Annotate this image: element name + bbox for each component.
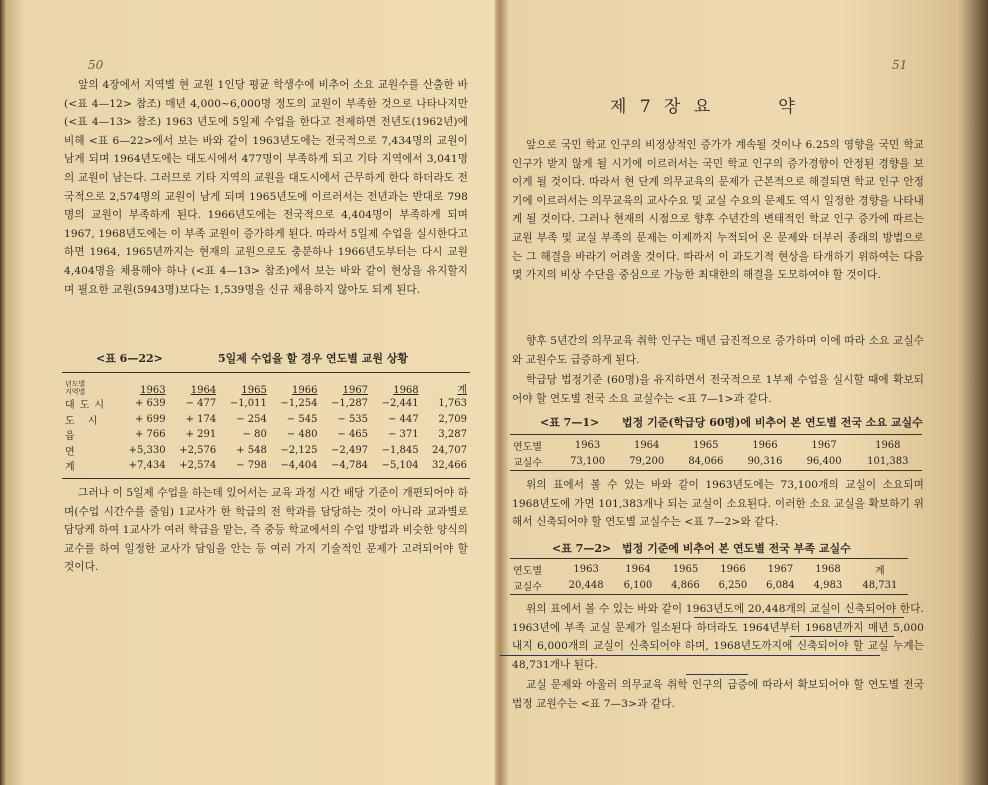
column-header: 1964 bbox=[190, 385, 217, 396]
table-row: 읍 + 766 + 291 − 80 − 480 − 465 − 371 3,287 bbox=[65, 429, 467, 443]
body-paragraph: 학급당 법정기준 (60명)을 유지하면서 전국적으로 1부제 수업을 실시할 때에 확보되어야 할 연도별 전국 소요 교실수는 <표 7—1>과 같다. bbox=[512, 374, 924, 405]
ink-underline bbox=[694, 617, 904, 618]
ink-underline bbox=[686, 674, 748, 675]
page-number: 51 bbox=[892, 58, 908, 72]
body-paragraph: 향후 5년간의 의무교육 취학 인구는 매년 급진적으로 증가하며 이에 따라 소요 교실수와 교원수도 급증하게 된다. bbox=[512, 335, 924, 366]
table-title: 법정 기준(학급당 60명)에 비추어 본 연도별 전국 소요 교실수 bbox=[622, 416, 923, 429]
table-label: <표 6—22> bbox=[96, 352, 163, 365]
row-header: 교실수 bbox=[513, 457, 542, 469]
column-header: 1967 bbox=[342, 385, 369, 396]
column-header: 계 bbox=[457, 385, 467, 396]
table-label: <표 7—1> bbox=[540, 416, 600, 429]
table-7-1: 연도별 1963 1964 1965 1966 1967 1968 교실수 73,100 79,200 84,066 90,316 96,400 101,383 bbox=[510, 437, 922, 469]
table-label: <표 7—2> bbox=[552, 542, 612, 555]
table-row: 도 시 + 699 + 174 − 254 − 545 − 535 − 447 2,709 bbox=[65, 413, 467, 427]
table-top-rule bbox=[510, 558, 908, 559]
body-paragraph: 위의 표에서 볼 수 있는 바와 같이 1963년도에는 73,100개의 교실이 소요되며 1968년도에 가면 101,383개나 되는 교실이 소요된다. 이러한 소요 교실을 확보하기 위해서 신축되어야 할 연도별 교실수는 <표 7—2>와 같다. bbox=[512, 479, 924, 529]
table-row: 대도시 + 639 − 477 −1,011 −1,254 −1,287 −2,441 1,763 bbox=[65, 398, 467, 412]
table-6-22 bbox=[62, 374, 470, 474]
row-header: 연도별 bbox=[513, 565, 542, 577]
row-header: 연도별 bbox=[513, 441, 542, 453]
body-paragraph: 그러나 이 5일제 수업을 하는데 있어서는 교육 과정 시간 배당 기준이 개편되어야 하며(수업 시간수를 줄임) 1교사가 한 학급의 전 학과를 담당하는 것이 아니라 교과별로 담당케 하여 1교사가 여러 학급을 맡는, 즉 중등 학교에서의 수업 방법과 비슷한 양식의 교수를 하여 일정한 교사가 담임을 안는 등 여러 가지 기술적인 문제가 고려되어야 할 것이다. bbox=[64, 487, 468, 574]
table-row: 면 +5,330 +2,576 + 548 −2,125 −2,497 −1,845 24,707 bbox=[65, 444, 467, 458]
table-row: 교실수 20,448 6,100 4,866 6,250 6,084 4,983 48,731 bbox=[510, 577, 908, 593]
column-header: 1966 bbox=[291, 385, 318, 396]
right-page bbox=[494, 0, 988, 785]
page-number: 50 bbox=[88, 58, 104, 72]
ink-underline bbox=[790, 636, 894, 637]
table-bottom-rule bbox=[510, 470, 922, 471]
table-7-2: 연도별 1963 1964 1965 1966 1967 1968 계 교실수 20,448 6,100 4,866 6,250 6,084 4,983 48,731 bbox=[510, 561, 908, 593]
row-header: 교실수 bbox=[513, 581, 542, 593]
table-corner: 년도별 지역별 bbox=[65, 380, 86, 396]
ink-underline bbox=[500, 655, 880, 656]
body-paragraph: 위의 표에서 볼 수 있는 바와 같이 1963년도에 20,448개의 교실이 신축되어야 한다. 1963년에 부족 교실 문제가 일소된다 하더라도 1964년부터 1968년까지 매년 5,000 내지 6,000개의 교실이 신축되어야 하며, 1968년도까지에 신축되어야 할 교실 누계는 48,731개나 된다. bbox=[512, 603, 924, 671]
table-bottom-rule bbox=[62, 478, 470, 479]
table-row: 계 +7,434 +2,574 − 798 −4,404 −4,784 −5,104 32,466 bbox=[65, 460, 467, 474]
table-top-rule bbox=[62, 372, 470, 373]
table-top-rule bbox=[510, 434, 922, 435]
body-paragraph: 앞으로 국민 학교 인구의 비정상적인 증가가 계속될 것이나 6.25의 영향을 국민 학교 인구가 받지 않게 될 시기에 이르러서는 국민 학교 인구의 증가경향이 안정된 경향을 보이게 될 것이다. 따라서 현 단계 의무교육의 문제가 근본적으로 해결되면 학교 인구 안정기에 이르러서는 의무교육의 교사수요 및 교실 수요의 문제도 역시 일정한 경향을 나타내게 될 것이다. 그러나 현재의 시점으로 향후 수년간의 변태적인 학교 인구 증가에 따르는 교원 부족 및 교실 부족의 문제는 이제까지 누적되어 온 문제와 더부러 종래의 방법으로는 그 해결을 바라기 어려울 것이다. 따라서 이 과도기적 현상을 타개하기 위하여는 다음 몇 가지의 비상 수단을 중심으로 가능한 최대한의 해결을 도모하여야 할 것이다. bbox=[512, 139, 924, 282]
body-paragraph: 교실 문제와 아울러 의무교육 취학 인구의 급증에 따라서 확보되어야 할 연도별 전국 법정 교원수는 <표 7—3>과 같다. bbox=[512, 679, 924, 710]
table-title: 5일제 수업을 할 경우 연도별 교원 상황 bbox=[218, 352, 409, 365]
column-header: 1965 bbox=[241, 385, 267, 396]
table-title: 법정 기준에 비추어 본 연도별 전국 부족 교실수 bbox=[622, 542, 851, 555]
column-header: 1968 bbox=[393, 385, 419, 396]
table-bottom-rule bbox=[510, 594, 908, 595]
body-paragraph: 앞의 4장에서 지역별 현 교원 1인당 평균 학생수에 비추어 소요 교원수를 산출한 바 (<표 4—12> 참조) 매년 4,000~6,000명 정도의 교원이 부족한 것으로 나타나지만 (<표 4—13> 참조) 1963 년도에 5일제 수업을 한다고 전제하면 전년도(1962년)에 비해 <표 6—22>에서 보는 바와 같이 1963년도에는 전국적으로 7,434명의 교원이 남게 되며 1964년도에는 대도시에서 477명이 부족하게 되고 기타 지역에서 3,041명의 교원이 남는다. 그러므로 기타 지역의 교원을 대도시에서 근무하게 한다 하더라도 전국적으로 2,574명의 교원이 남게 되며 1965년도에 이르러서는 전년과는 반대로 798명의 교원이 부족하게 된다. 1966년도에는 전국적으로 4,404명이 부족하게 되며 1967, 1968년도에는 이 부족 교원이 증가하게 된다. 따라서 5일제 수업을 실시한다고 하면 1964, 1965년까지는 현재의 교원으로도 충분하나 1966년도부터는 다시 교원 4,404명을 채용해야 하나 (<표 4—13> 참조)에서 보는 바와 같이 현상을 유지할지 며 필요한 교원(5943명)보다는 1,539명을 신규 채용하지 않아도 되게 된다. bbox=[64, 79, 468, 296]
table-row: 교실수 73,100 79,200 84,066 90,316 96,400 101,383 bbox=[510, 453, 922, 469]
column-header: 1963 bbox=[140, 385, 166, 396]
chapter-title: 제 7 장 요 약 bbox=[610, 97, 799, 117]
